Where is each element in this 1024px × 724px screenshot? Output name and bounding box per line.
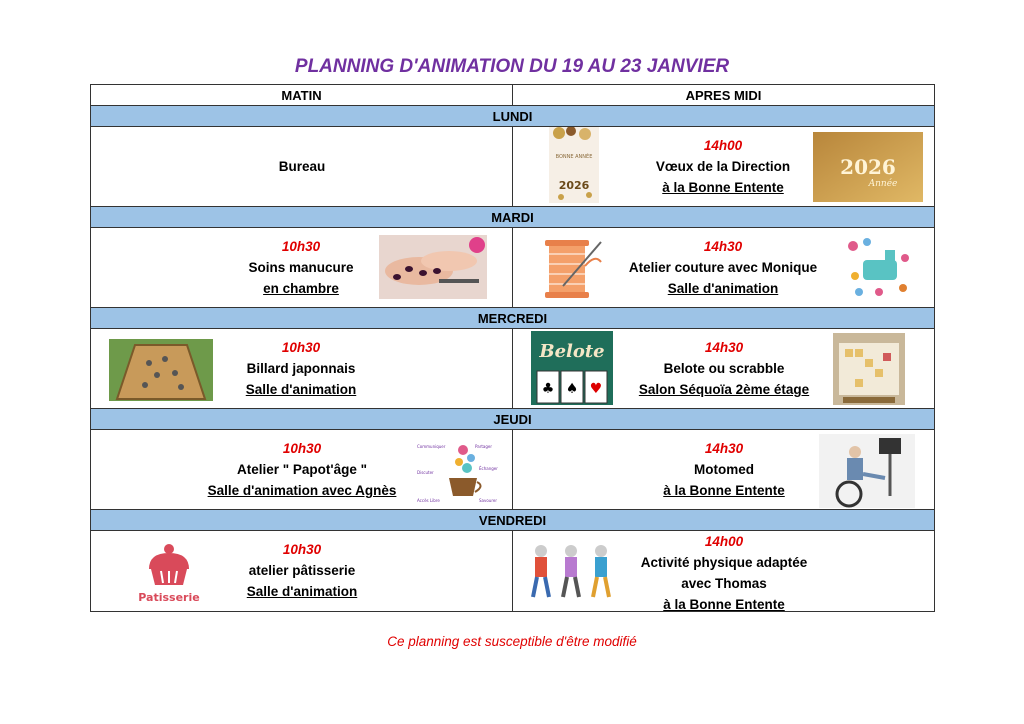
papotage-word-6: Savourer [479,498,498,503]
manicure-image [379,235,487,299]
activity-lundi-morning: Bureau [278,159,326,174]
activity-vendredi-morning: atelier pâtisserie [248,563,356,578]
svg-text:♣: ♣ [541,381,555,397]
papotage-word-3: Échanger [479,466,498,471]
svg-text:♥: ♥ [589,381,603,397]
time-jeudi-afternoon: 14h30 [704,441,744,456]
golden-2026-image [813,132,923,202]
time-mardi-morning: 10h30 [281,239,321,254]
patisserie-logo-text: Patisserie [138,591,200,604]
location-mardi-morning: en chambre [263,281,339,296]
column-header-afternoon: APRES MIDI [513,85,935,106]
day-header-mardi: MARDI [91,207,935,228]
motomed-image [819,434,915,508]
footer-note: Ce planning est susceptible d'être modifié [387,634,637,649]
location-jeudi-morning: Salle d'animation avec Agnès [207,483,397,498]
card-text-bonne-annee: BONNE ANNÉE [555,154,593,160]
activity-vendredi-afternoon: Activité physique adaptée [640,555,808,570]
scrabble-image [833,333,905,405]
day-header-jeudi: JEUDI [91,409,935,430]
column-header-morning: MATIN [91,85,513,106]
belote-logo-text: Belote [539,341,605,362]
cell-jeudi-afternoon [513,430,935,510]
cell-mardi-afternoon [513,228,935,308]
papotage-word-1: Communiquer [417,444,446,449]
page-title: PLANNING D'ANIMATION DU 19 AU 23 JANVIER [294,56,730,77]
activity-mardi-afternoon: Atelier couture avec Monique [628,260,818,275]
papotage-word-2: Partager [475,444,492,449]
belote-image [531,331,613,405]
cell-mercredi-afternoon [513,329,935,409]
time-lundi-afternoon: 14h00 [703,138,743,153]
day-header-mercredi: MERCREDI [91,308,935,329]
time-mercredi-morning: 10h30 [281,340,321,355]
cell-mercredi-morning [91,329,513,409]
cell-vendredi-afternoon [513,531,935,612]
papotage-coffee-icon [413,436,505,506]
golden-word: Année [868,179,898,189]
location-vendredi-afternoon: à la Bonne Entente [663,597,785,612]
day-header-vendredi: VENDREDI [91,510,935,531]
activity-jeudi-afternoon: Motomed [694,462,754,477]
papotage-word-5: Accès Libre [417,498,440,503]
papotage-word-4: Discuter [417,470,434,475]
card-year: 2026 [558,179,590,192]
time-mardi-afternoon: 14h30 [703,239,743,254]
activity-lundi-afternoon: Vœux de la Direction [655,159,791,174]
activity-jeudi-morning: Atelier " Papot'âge " [236,462,368,477]
time-jeudi-morning: 10h30 [282,441,322,456]
planning-table [90,84,935,612]
svg-text:♠: ♠ [565,381,579,397]
cell-mardi-morning [91,228,513,308]
new-year-card-image [549,127,599,203]
cell-lundi-morning [91,127,513,207]
time-mercredi-afternoon: 14h30 [704,340,744,355]
location-lundi-afternoon: à la Bonne Entente [662,180,784,195]
activity-mercredi-morning: Billard japonnais [246,361,356,376]
activity-mercredi-afternoon: Belote ou scrabble [663,361,785,376]
time-vendredi-afternoon: 14h00 [704,534,744,549]
location-mardi-afternoon: Salle d'animation [667,281,779,296]
cell-lundi-afternoon [513,127,935,207]
cell-jeudi-morning [91,430,513,510]
location-mercredi-morning: Salle d'animation [245,382,357,397]
cell-vendredi-morning [91,531,513,612]
seniors-exercise-image [521,541,621,603]
activity-vendredi-afternoon-2: avec Thomas [681,576,767,591]
location-mercredi-afternoon: Salon Séquoïa 2ème étage [638,382,810,397]
activity-mardi-morning: Soins manucure [248,260,354,275]
sewing-thread-icon [533,236,605,302]
golden-year: 2026 [840,155,896,179]
time-vendredi-morning: 10h30 [282,542,322,557]
location-vendredi-morning: Salle d'animation [246,584,358,599]
sewing-machine-icon [845,236,915,300]
day-header-lundi: LUNDI [91,106,935,127]
location-jeudi-afternoon: à la Bonne Entente [663,483,785,498]
